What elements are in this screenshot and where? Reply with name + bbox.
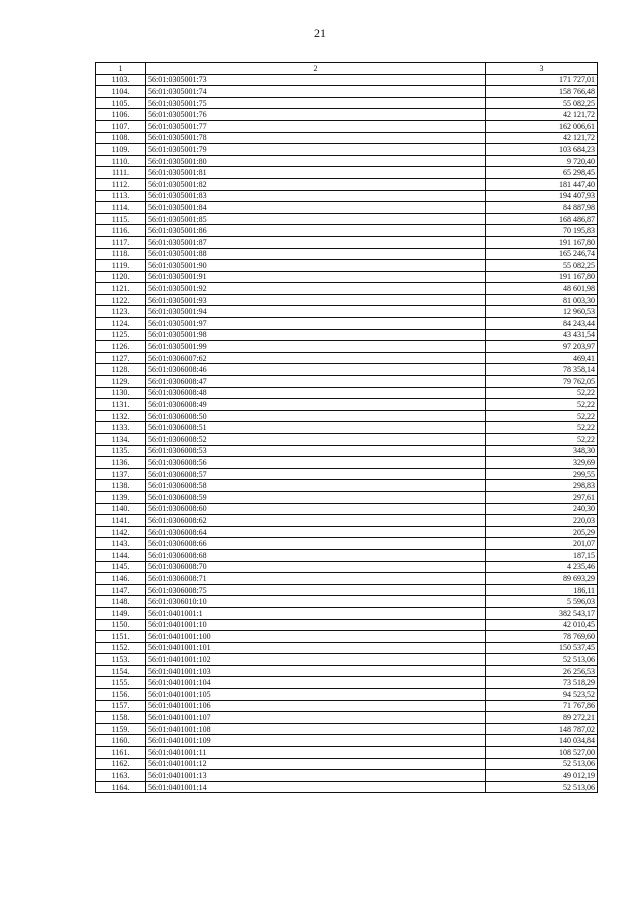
cadastral-number-cell: 56:01:0306008:75 — [146, 584, 486, 596]
value-cell: 52,22 — [486, 410, 598, 422]
column-header-cadastral-number: 2 — [146, 63, 486, 75]
value-cell: 103 684,23 — [486, 144, 598, 156]
table-row — [96, 364, 598, 376]
row-number-cell: 1135. — [96, 445, 146, 457]
value-cell: 298,83 — [486, 480, 598, 492]
row-number-cell: 1161. — [96, 747, 146, 759]
value-cell: 194 407,93 — [486, 190, 598, 202]
table-row — [96, 573, 598, 585]
value-cell: 89 272,21 — [486, 712, 598, 724]
table-row — [96, 225, 598, 237]
cadastral-number-cell: 56:01:0306008:71 — [146, 573, 486, 585]
value-cell: 49 012,19 — [486, 770, 598, 782]
value-cell: 168 486,87 — [486, 213, 598, 225]
value-cell: 181 447,40 — [486, 178, 598, 190]
value-cell: 108 527,00 — [486, 747, 598, 759]
value-cell: 55 082,25 — [486, 97, 598, 109]
cadastral-number-cell: 56:01:0305001:81 — [146, 167, 486, 179]
table-row — [96, 294, 598, 306]
row-number-cell: 1156. — [96, 689, 146, 701]
row-number-cell: 1111. — [96, 167, 146, 179]
value-cell: 469,41 — [486, 352, 598, 364]
value-cell: 150 537,45 — [486, 642, 598, 654]
table-row — [96, 399, 598, 411]
value-cell: 162 006,61 — [486, 120, 598, 132]
cadastral-number-cell: 56:01:0305001:75 — [146, 97, 486, 109]
value-cell: 73 518,29 — [486, 677, 598, 689]
cadastral-number-cell: 56:01:0306008:53 — [146, 445, 486, 457]
cadastral-number-cell: 56:01:0306008:52 — [146, 434, 486, 446]
value-cell: 52,22 — [486, 422, 598, 434]
row-number-cell: 1127. — [96, 352, 146, 364]
table-row — [96, 515, 598, 527]
table-row — [96, 503, 598, 515]
cadastral-number-cell: 56:01:0306010:10 — [146, 596, 486, 608]
table-row — [96, 306, 598, 318]
row-number-cell: 1118. — [96, 248, 146, 260]
value-cell: 299,55 — [486, 468, 598, 480]
row-number-cell: 1117. — [96, 236, 146, 248]
cadastral-number-cell: 56:01:0306008:66 — [146, 538, 486, 550]
table-row — [96, 747, 598, 759]
table-row — [96, 213, 598, 225]
cadastral-number-cell: 56:01:0305001:76 — [146, 109, 486, 121]
cadastral-number-cell: 56:01:0306008:56 — [146, 457, 486, 469]
cadastral-number-cell: 56:01:0401001:100 — [146, 631, 486, 643]
row-number-cell: 1151. — [96, 631, 146, 643]
cadastral-number-cell: 56:01:0305001:97 — [146, 318, 486, 330]
row-number-cell: 1134. — [96, 434, 146, 446]
table-row — [96, 642, 598, 654]
table-row — [96, 283, 598, 295]
cadastral-number-cell: 56:01:0401001:103 — [146, 665, 486, 677]
row-number-cell: 1136. — [96, 457, 146, 469]
value-cell: 171 727,01 — [486, 74, 598, 86]
table-row — [96, 410, 598, 422]
value-cell: 52,22 — [486, 434, 598, 446]
value-cell: 71 767,86 — [486, 700, 598, 712]
value-cell: 191 167,80 — [486, 236, 598, 248]
row-number-cell: 1122. — [96, 294, 146, 306]
row-number-cell: 1133. — [96, 422, 146, 434]
row-number-cell: 1139. — [96, 491, 146, 503]
value-cell: 78 769,60 — [486, 631, 598, 643]
table-row — [96, 376, 598, 388]
cadastral-number-cell: 56:01:0306008:51 — [146, 422, 486, 434]
cadastral-number-cell: 56:01:0305001:91 — [146, 271, 486, 283]
value-cell: 187,15 — [486, 549, 598, 561]
row-number-cell: 1146. — [96, 573, 146, 585]
cadastral-number-cell: 56:01:0401001:1 — [146, 607, 486, 619]
table-row — [96, 260, 598, 272]
cadastral-number-cell: 56:01:0306008:62 — [146, 515, 486, 527]
value-cell: 9 720,40 — [486, 155, 598, 167]
table-row — [96, 248, 598, 260]
row-number-cell: 1153. — [96, 654, 146, 666]
table-row — [96, 758, 598, 770]
row-number-cell: 1157. — [96, 700, 146, 712]
table-row — [96, 74, 598, 86]
table-row — [96, 526, 598, 538]
cadastral-number-cell: 56:01:0305001:93 — [146, 294, 486, 306]
table-row — [96, 132, 598, 144]
row-number-cell: 1125. — [96, 329, 146, 341]
table-row — [96, 167, 598, 179]
row-number-cell: 1129. — [96, 376, 146, 388]
table-row — [96, 445, 598, 457]
value-cell: 297,61 — [486, 491, 598, 503]
table-row — [96, 723, 598, 735]
row-number-cell: 1114. — [96, 202, 146, 214]
row-number-cell: 1107. — [96, 120, 146, 132]
row-number-cell: 1163. — [96, 770, 146, 782]
cadastral-number-cell: 56:01:0401001:102 — [146, 654, 486, 666]
table-row — [96, 434, 598, 446]
cadastral-number-cell: 56:01:0401001:13 — [146, 770, 486, 782]
cadastral-number-cell: 56:01:0401001:107 — [146, 712, 486, 724]
cadastral-number-cell: 56:01:0305001:85 — [146, 213, 486, 225]
row-number-cell: 1112. — [96, 178, 146, 190]
value-cell: 84 243,44 — [486, 318, 598, 330]
table-row — [96, 491, 598, 503]
value-cell: 52 513,06 — [486, 758, 598, 770]
table-row — [96, 190, 598, 202]
cadastral-number-cell: 56:01:0401001:101 — [146, 642, 486, 654]
row-number-cell: 1106. — [96, 109, 146, 121]
row-number-cell: 1137. — [96, 468, 146, 480]
value-cell: 52,22 — [486, 387, 598, 399]
row-number-cell: 1150. — [96, 619, 146, 631]
value-cell: 186,11 — [486, 584, 598, 596]
cadastral-number-cell: 56:01:0305001:74 — [146, 86, 486, 98]
cadastral-number-cell: 56:01:0305001:94 — [146, 306, 486, 318]
row-number-cell: 1145. — [96, 561, 146, 573]
cadastral-number-cell: 56:01:0401001:12 — [146, 758, 486, 770]
table-header-row — [96, 63, 598, 75]
cadastral-number-cell: 56:01:0305001:83 — [146, 190, 486, 202]
column-header-value: 3 — [486, 63, 598, 75]
value-cell: 42 121,72 — [486, 132, 598, 144]
row-number-cell: 1154. — [96, 665, 146, 677]
cadastral-number-cell: 56:01:0306008:70 — [146, 561, 486, 573]
row-number-cell: 1138. — [96, 480, 146, 492]
table-row — [96, 631, 598, 643]
table-row — [96, 468, 598, 480]
table-row — [96, 109, 598, 121]
cadastral-number-cell: 56:01:0401001:104 — [146, 677, 486, 689]
table-row — [96, 422, 598, 434]
table-row — [96, 584, 598, 596]
column-header-number: 1 — [96, 63, 146, 75]
row-number-cell: 1155. — [96, 677, 146, 689]
table-row — [96, 549, 598, 561]
table-row — [96, 271, 598, 283]
cadastral-number-cell: 56:01:0306008:46 — [146, 364, 486, 376]
value-cell: 240,30 — [486, 503, 598, 515]
cadastral-number-cell: 56:01:0306008:48 — [146, 387, 486, 399]
cadastral-number-cell: 56:01:0305001:87 — [146, 236, 486, 248]
table-row — [96, 341, 598, 353]
value-cell: 55 082,25 — [486, 260, 598, 272]
table-row — [96, 352, 598, 364]
value-cell: 94 523,52 — [486, 689, 598, 701]
cadastral-number-cell: 56:01:0401001:10 — [146, 619, 486, 631]
row-number-cell: 1124. — [96, 318, 146, 330]
table-row — [96, 770, 598, 782]
cadastral-number-cell: 56:01:0306007:62 — [146, 352, 486, 364]
row-number-cell: 1164. — [96, 781, 146, 793]
table-row — [96, 677, 598, 689]
cadastral-number-cell: 56:01:0305001:82 — [146, 178, 486, 190]
table-row — [96, 689, 598, 701]
row-number-cell: 1113. — [96, 190, 146, 202]
table-row — [96, 318, 598, 330]
table-row — [96, 596, 598, 608]
row-number-cell: 1120. — [96, 271, 146, 283]
table-row — [96, 607, 598, 619]
row-number-cell: 1110. — [96, 155, 146, 167]
table-row — [96, 665, 598, 677]
value-cell: 4 235,46 — [486, 561, 598, 573]
row-number-cell: 1126. — [96, 341, 146, 353]
cadastral-number-cell: 56:01:0305001:90 — [146, 260, 486, 272]
value-cell: 84 887,98 — [486, 202, 598, 214]
row-number-cell: 1160. — [96, 735, 146, 747]
table-row — [96, 202, 598, 214]
value-cell: 48 601,98 — [486, 283, 598, 295]
table-row — [96, 480, 598, 492]
value-cell: 42 121,72 — [486, 109, 598, 121]
value-cell: 52,22 — [486, 399, 598, 411]
row-number-cell: 1121. — [96, 283, 146, 295]
cadastral-number-cell: 56:01:0306008:58 — [146, 480, 486, 492]
table-row — [96, 735, 598, 747]
cadastral-number-cell: 56:01:0305001:84 — [146, 202, 486, 214]
table-row — [96, 712, 598, 724]
cadastral-number-cell: 56:01:0401001:106 — [146, 700, 486, 712]
table-row — [96, 781, 598, 793]
value-cell: 158 766,48 — [486, 86, 598, 98]
row-number-cell: 1131. — [96, 399, 146, 411]
table-body — [96, 74, 598, 793]
row-number-cell: 1103. — [96, 74, 146, 86]
row-number-cell: 1140. — [96, 503, 146, 515]
value-cell: 205,29 — [486, 526, 598, 538]
cadastral-number-cell: 56:01:0401001:108 — [146, 723, 486, 735]
page-number: 21 — [314, 26, 326, 40]
cadastral-number-cell: 56:01:0305001:79 — [146, 144, 486, 156]
table-row — [96, 155, 598, 167]
value-cell: 140 034,84 — [486, 735, 598, 747]
value-cell: 78 358,14 — [486, 364, 598, 376]
table-row — [96, 236, 598, 248]
cadastral-number-cell: 56:01:0306008:50 — [146, 410, 486, 422]
cadastral-number-cell: 56:01:0305001:77 — [146, 120, 486, 132]
cadastral-number-cell: 56:01:0401001:105 — [146, 689, 486, 701]
row-number-cell: 1119. — [96, 260, 146, 272]
table-row — [96, 86, 598, 98]
row-number-cell: 1149. — [96, 607, 146, 619]
row-number-cell: 1108. — [96, 132, 146, 144]
cadastral-number-cell: 56:01:0401001:11 — [146, 747, 486, 759]
row-number-cell: 1116. — [96, 225, 146, 237]
value-cell: 79 762,05 — [486, 376, 598, 388]
cadastral-number-cell: 56:01:0306008:57 — [146, 468, 486, 480]
cadastral-number-cell: 56:01:0305001:99 — [146, 341, 486, 353]
value-cell: 329,69 — [486, 457, 598, 469]
table-row — [96, 619, 598, 631]
cadastral-number-cell: 56:01:0306008:60 — [146, 503, 486, 515]
row-number-cell: 1109. — [96, 144, 146, 156]
cadastral-number-cell: 56:01:0306008:68 — [146, 549, 486, 561]
cadastral-number-cell: 56:01:0401001:14 — [146, 781, 486, 793]
cadastral-number-cell: 56:01:0305001:80 — [146, 155, 486, 167]
value-cell: 5 596,03 — [486, 596, 598, 608]
value-cell: 382 543,17 — [486, 607, 598, 619]
table-row — [96, 97, 598, 109]
value-cell: 42 010,45 — [486, 619, 598, 631]
row-number-cell: 1158. — [96, 712, 146, 724]
cadastral-number-cell: 56:01:0306008:47 — [146, 376, 486, 388]
cadastral-number-cell: 56:01:0306008:49 — [146, 399, 486, 411]
row-number-cell: 1143. — [96, 538, 146, 550]
table-row — [96, 144, 598, 156]
value-cell: 52 513,06 — [486, 654, 598, 666]
row-number-cell: 1132. — [96, 410, 146, 422]
row-number-cell: 1123. — [96, 306, 146, 318]
cadastral-number-cell: 56:01:0305001:92 — [146, 283, 486, 295]
table-row — [96, 329, 598, 341]
row-number-cell: 1104. — [96, 86, 146, 98]
table-row — [96, 654, 598, 666]
table-row — [96, 700, 598, 712]
row-number-cell: 1159. — [96, 723, 146, 735]
value-cell: 191 167,80 — [486, 271, 598, 283]
cadastral-number-cell: 56:01:0305001:88 — [146, 248, 486, 260]
value-cell: 89 693,29 — [486, 573, 598, 585]
cadastral-number-cell: 56:01:0305001:86 — [146, 225, 486, 237]
value-cell: 97 203,97 — [486, 341, 598, 353]
cadastral-number-cell: 56:01:0306008:59 — [146, 491, 486, 503]
value-cell: 65 298,45 — [486, 167, 598, 179]
row-number-cell: 1115. — [96, 213, 146, 225]
value-cell: 52 513,06 — [486, 781, 598, 793]
cadastral-number-cell: 56:01:0306008:64 — [146, 526, 486, 538]
cadastral-value-table — [95, 62, 598, 793]
value-cell: 70 195,83 — [486, 225, 598, 237]
row-number-cell: 1142. — [96, 526, 146, 538]
value-cell: 43 431,54 — [486, 329, 598, 341]
table-row — [96, 387, 598, 399]
value-cell: 201,07 — [486, 538, 598, 550]
cadastral-number-cell: 56:01:0401001:109 — [146, 735, 486, 747]
row-number-cell: 1152. — [96, 642, 146, 654]
table-row — [96, 538, 598, 550]
table-row — [96, 561, 598, 573]
table-row — [96, 178, 598, 190]
cadastral-number-cell: 56:01:0305001:73 — [146, 74, 486, 86]
row-number-cell: 1130. — [96, 387, 146, 399]
value-cell: 12 960,53 — [486, 306, 598, 318]
table-row — [96, 457, 598, 469]
row-number-cell: 1141. — [96, 515, 146, 527]
table-row — [96, 120, 598, 132]
value-cell: 165 246,74 — [486, 248, 598, 260]
row-number-cell: 1105. — [96, 97, 146, 109]
cadastral-number-cell: 56:01:0305001:98 — [146, 329, 486, 341]
row-number-cell: 1162. — [96, 758, 146, 770]
row-number-cell: 1144. — [96, 549, 146, 561]
value-cell: 348,30 — [486, 445, 598, 457]
row-number-cell: 1148. — [96, 596, 146, 608]
value-cell: 81 003,30 — [486, 294, 598, 306]
value-cell: 220,03 — [486, 515, 598, 527]
cadastral-number-cell: 56:01:0305001:78 — [146, 132, 486, 144]
row-number-cell: 1128. — [96, 364, 146, 376]
value-cell: 148 787,02 — [486, 723, 598, 735]
row-number-cell: 1147. — [96, 584, 146, 596]
value-cell: 26 256,53 — [486, 665, 598, 677]
